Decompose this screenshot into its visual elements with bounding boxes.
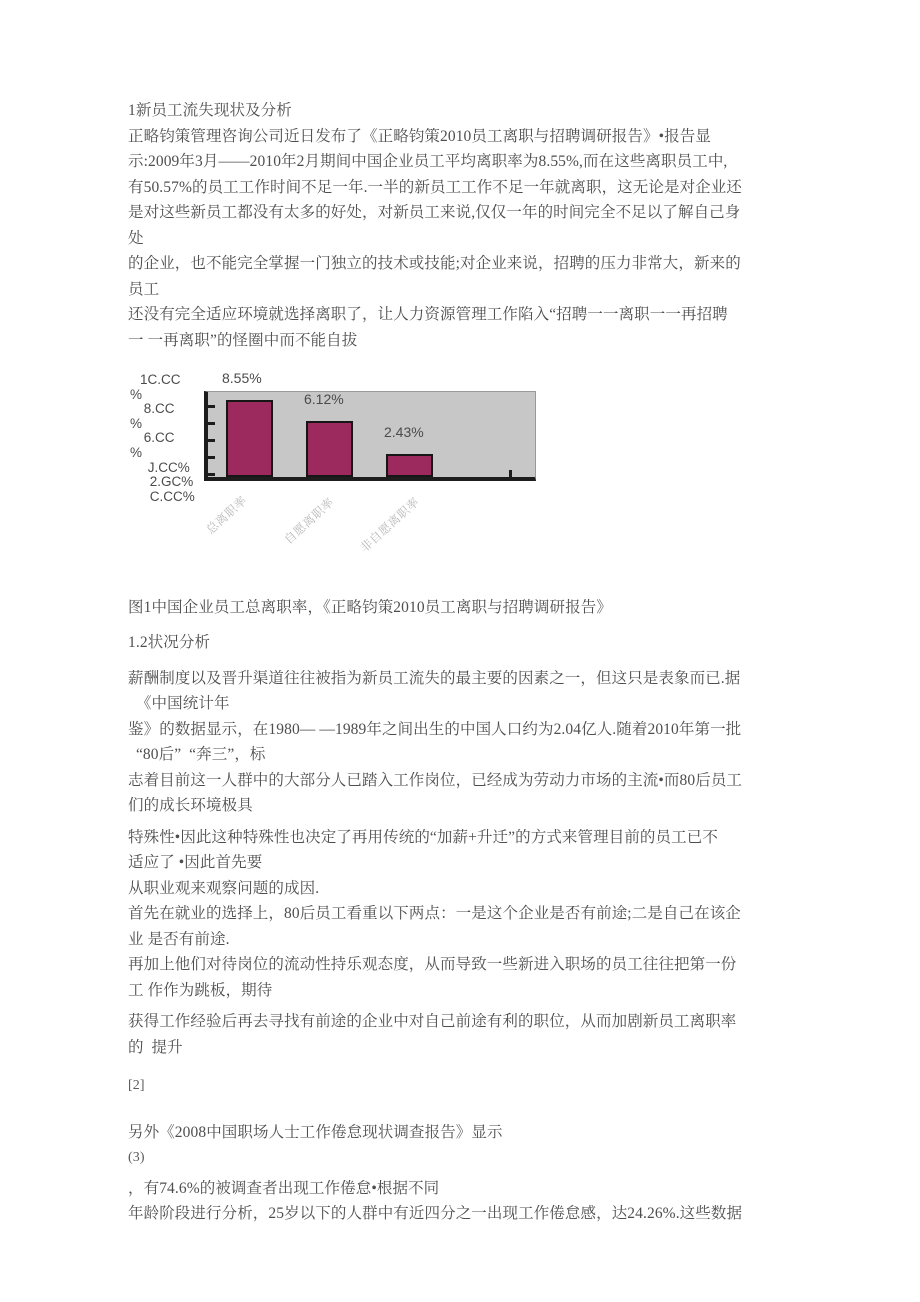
y-tick-label: 1C.CC: [140, 372, 181, 387]
y-tick-label: J.CC%: [144, 459, 190, 475]
paragraph: 再加上他们对待岗位的流动性持乐观态度，从而导致一些新进入职场的员工往往把第一份: [128, 956, 737, 973]
bar-series-1: [226, 400, 273, 477]
paragraph: 特殊性•因此这种特殊性也决定了再用传统的“加薪+升迁”的方式来管理目前的员工已不: [128, 828, 718, 846]
paragraph: 首先在就业的选择上，80后员工看重以下两点：一是这个企业是否有前途;二是自己在该企: [128, 905, 741, 922]
paragraph: 还没有完全适应环境就选择离职了，让人力资源管理工作陷入“招聘一一离职一一再招聘: [128, 306, 728, 323]
bar-series-2: [306, 421, 353, 477]
y-axis-tick: [208, 405, 215, 408]
y-tick-label: C.CC%: [146, 488, 195, 504]
paragraph: “80后” “奔三”，标: [128, 746, 266, 763]
paragraph: 适应了 •因此首先要: [128, 854, 263, 871]
y-axis-tick: [208, 422, 215, 425]
y-axis-tick: [208, 456, 215, 459]
paragraph: 业 是否有前途.: [128, 930, 230, 948]
paragraph: 的 提升: [128, 1038, 183, 1056]
paragraph: 薪酬制度以及晋升渠道往往被指为新员工流失的最主要的因素之一，但这只是表象而已.据: [128, 669, 741, 687]
paragraph: 的企业，也不能完全掌握一门独立的技术或技能;对企业来说，招聘的压力非常大，新来的: [128, 255, 741, 272]
paragraph: 示:2009年3月——2010年2月期间中国企业员工平均离职率为8.55%,而在这些离职员工中,: [128, 153, 728, 170]
page-title: 1新员工流失现状及分析: [128, 102, 292, 119]
x-category-label: 总离职率: [203, 493, 250, 537]
reference-marker: [2]: [128, 1078, 145, 1093]
y-tick-label: 6.CC: [140, 430, 175, 446]
bar-value-label: 8.55%: [222, 370, 262, 386]
chart-plot-area: [204, 391, 536, 481]
paragraph: 志着目前这一人群中的大部分人已踏入工作岗位，已经成为劳动力市场的主流•而80后员工: [128, 771, 743, 789]
figure-1: [128, 367, 828, 595]
bar-value-label: 2.43%: [384, 424, 424, 440]
paragraph: 们的成长环境极具: [128, 797, 253, 814]
y-tick-label: 2.GC%: [146, 474, 194, 490]
y-tick-label: %: [130, 415, 143, 431]
paragraph: 一 一再离职”的怪圈中而不能自拔: [128, 331, 358, 349]
paragraph: 年龄阶段进行分析，25岁以下的人群中有近四分之一出现工作倦怠感，达24.26%.这些数据: [128, 1205, 743, 1222]
paragraph: 有50.57%的员工工作时间不足一年.一半的新员工工作不足一年就离职，这无论是对企业还: [128, 178, 742, 196]
bar-chart: [128, 367, 548, 595]
y-axis-tick: [208, 439, 215, 442]
paragraph: 从职业观来观察问题的成因.: [128, 879, 320, 897]
paragraph: 员工: [128, 280, 160, 298]
x-category-label: 非自愿离职率: [357, 494, 423, 555]
x-category-label: 自愿离职率: [281, 494, 337, 547]
paragraph: 另外《2008中国职场人士工作倦怠现状调查报告》显示: [128, 1124, 503, 1141]
paragraph: 处: [128, 229, 144, 247]
chart-y-axis-labels: [130, 373, 204, 504]
y-tick-label: %: [130, 386, 143, 402]
section-heading: 1.2状况分析: [128, 634, 211, 651]
paragraph: 是对这些新员工都没有太多的好处，对新员工来说,仅仅一年的时间完全不足以了解自己身: [128, 204, 741, 221]
y-tick-label: 8.CC: [140, 401, 175, 417]
paragraph: 正略钧策管理咨询公司近日发布了《正略钧策2010员工离职与招聘调研报告》•报告显: [128, 127, 711, 145]
figure-caption: 图1中国企业员工总离职率，《正略钧策2010员工离职与招聘调研报告》: [128, 599, 612, 616]
y-tick-label: %: [130, 444, 143, 460]
paragraph: 鉴》的数据显示，在1980— —1989年之间出生的中国人口约为2.04亿人.随着2010年第一批: [128, 720, 742, 738]
paragraph: 《中国统计年: [128, 695, 230, 712]
paragraph: 工 作作为跳板，期待: [128, 981, 273, 999]
document-body: [128, 98, 828, 1227]
y-axis-tick: [208, 473, 215, 476]
bar-series-3: [386, 454, 433, 477]
paragraph: ，有74.6%的被调查者出现工作倦怠•根据不同: [128, 1179, 440, 1197]
x-axis-tick: [509, 470, 512, 477]
bar-value-label: 6.12%: [304, 391, 344, 407]
reference-marker: (3): [128, 1149, 145, 1165]
paragraph: 获得工作经验后再去寻找有前途的企业中对自己前途有利的职位，从而加剧新员工离职率: [128, 1013, 737, 1030]
